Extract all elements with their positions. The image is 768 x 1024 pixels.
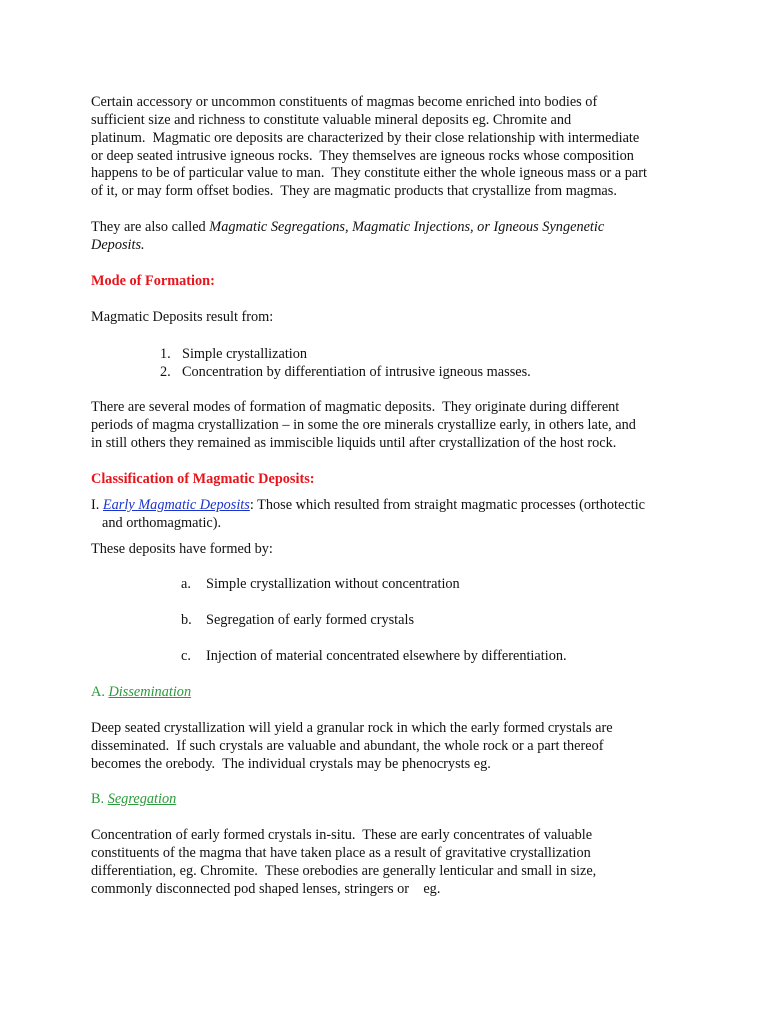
intro-line: happens to be of particular value to man. They constitute either the whole igneous mass or a part (91, 165, 647, 181)
mode-of-formation-heading: Mode of Formation: (91, 273, 215, 289)
formed-by-lead: These deposits have formed by: (91, 541, 273, 557)
section-prefix: A. (91, 684, 109, 700)
classification-item-1-cont: and orthomagmatic). (102, 515, 222, 531)
sub-item-letter: a. (181, 576, 191, 592)
mode-para-line: in still others they remained as immiscible liquids until after crystallization of the host rock. (91, 435, 617, 451)
sub-item-text: Simple crystallization without concentration (206, 576, 460, 592)
sub-item-text: Injection of material concentrated elsewhere by differentiation. (206, 648, 567, 664)
list-item: Concentration by differentiation of intrusive igneous masses. (182, 364, 531, 380)
classification-item-1 (91, 496, 645, 514)
also-called-names-cont: Deposits. (91, 237, 145, 253)
list-number: 1. (160, 346, 171, 362)
dissemination-link[interactable]: Dissemination (108, 684, 192, 700)
section-prefix: B. (91, 791, 108, 807)
classification-heading: Classification of Magmatic Deposits: (91, 471, 315, 487)
intro-line: sufficient size and richness to constitute valuable mineral deposits eg. Chromite and (91, 112, 572, 128)
also-called-lead: They are also called (91, 219, 210, 235)
intro-line: or deep seated intrusive igneous rocks. They themselves are igneous rocks whose composition (91, 148, 634, 164)
segregation-line: constituents of the magma that have taken place as a result of gravitative crystallization (91, 845, 591, 861)
sub-item-letter: c. (181, 648, 191, 664)
intro-line: platinum. Magmatic ore deposits are characterized by their close relationship with intermediate (91, 130, 640, 146)
segregation-line: differentiation, eg. Chromite. These orebodies are generally lenticular and small in size, (91, 863, 597, 879)
sub-item-text: Segregation of early formed crystals (206, 612, 415, 628)
dissemination-line: becomes the orebody. The individual crystals may be phenocrysts eg. (91, 756, 491, 772)
mode-para-line: periods of magma crystallization – in some the ore minerals crystallize early, in others late, and (91, 417, 636, 433)
segregation-line: commonly disconnected pod shaped lenses, stringers or eg. (91, 881, 441, 897)
item-prefix: I. (91, 497, 103, 513)
segregation-line: Concentration of early formed crystals in-situ. These are early concentrates of valuable (91, 827, 593, 843)
list-number: 2. (160, 364, 171, 380)
dissemination-line: Deep seated crystallization will yield a granular rock in which the early formed crystals are (91, 720, 613, 736)
dissemination-heading (91, 683, 191, 701)
dissemination-line: disseminated. If such crystals are valuable and abundant, the whole rock or a part thereof (91, 738, 604, 754)
intro-line: of it, or may form offset bodies. They are magmatic products that crystallize from magmas. (91, 183, 617, 199)
intro-line: Certain accessory or uncommon constituents of magmas become enriched into bodies of (91, 94, 598, 110)
sub-item-letter: b. (181, 612, 192, 628)
mode-para-line: There are several modes of formation of magmatic deposits. They originate during different (91, 399, 620, 415)
list-item: Simple crystallization (182, 346, 308, 362)
segregation-heading (91, 790, 176, 808)
early-magmatic-deposits-link[interactable]: Early Magmatic Deposits (102, 497, 250, 513)
also-called-names: Magmatic Segregations, Magmatic Injections, or Igneous Syngenetic (209, 219, 605, 235)
also-called-line (91, 218, 604, 236)
segregation-link[interactable]: Segregation (107, 791, 177, 807)
item-text: : Those which resulted from straight magmatic processes (orthotectic (249, 497, 646, 513)
mode-lead: Magmatic Deposits result from: (91, 309, 274, 325)
